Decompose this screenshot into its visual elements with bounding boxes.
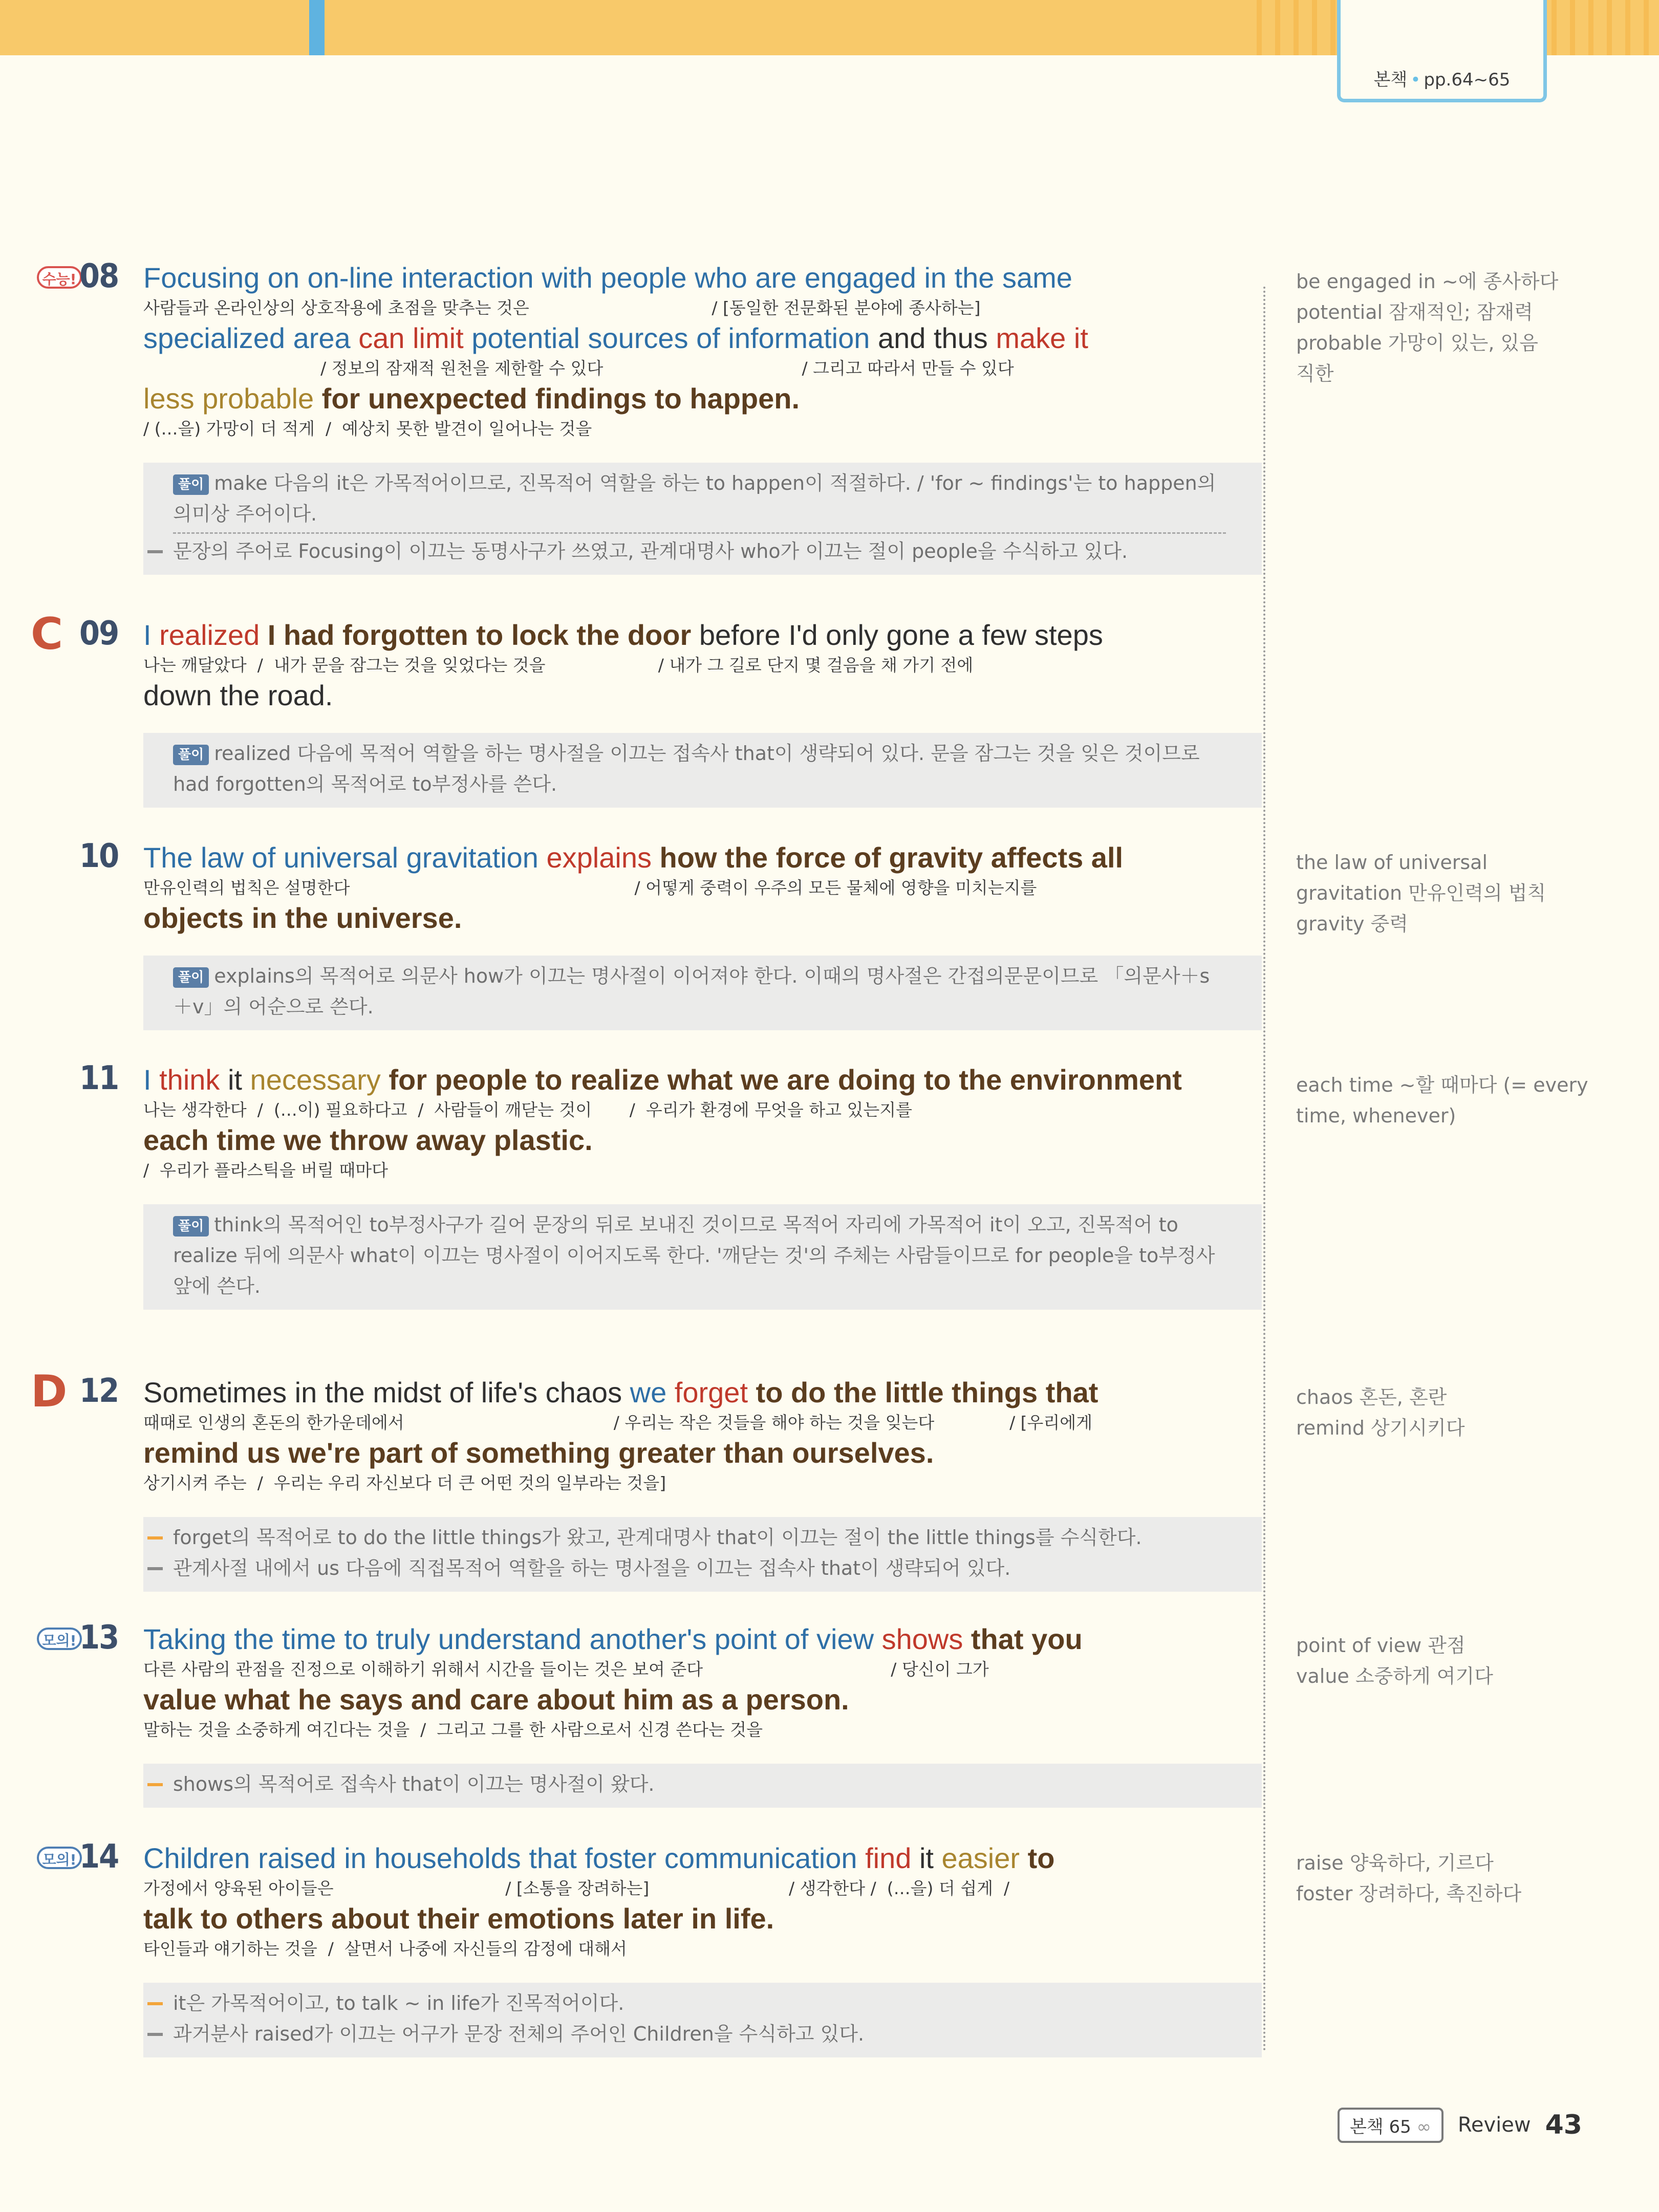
- vocabulary-entry: chaos 혼돈, 혼란: [1296, 1386, 1447, 1408]
- explanation-box: [143, 956, 1262, 1030]
- explanation-text: explains의 목적어로 의문사 how가 이끄는 명사절이 이어져야 한다. 이때의 명사절은 간접의문문이므로 「의문사＋s＋v」의 어순으로 쓴다.: [173, 965, 1210, 1018]
- exercise-item: [31, 609, 1262, 808]
- sentence-segment: I: [143, 619, 160, 651]
- korean-translation-line: / 우리가 플라스틱을 버릴 때마다: [143, 1160, 388, 1180]
- sentence-segment: it: [911, 1842, 942, 1874]
- explanation-box: [143, 463, 1262, 575]
- sentence-segment: less probable: [143, 382, 314, 415]
- section-letter: C: [31, 609, 63, 660]
- sentence-segment: for unexpected findings to happen.: [314, 382, 800, 415]
- vocabulary-notes: [1296, 1630, 1583, 1691]
- explanation-text: forget의 목적어로 to do the little things가 왔고, 관계대명사 that이 이끄는 절이 the little things를 수식한다.: [173, 1526, 1142, 1549]
- explanation-label: 풀이: [173, 967, 209, 988]
- explanation-line: [173, 468, 1226, 529]
- footer-reference: 본책 65: [1350, 2116, 1411, 2137]
- explanation-line: [173, 1553, 1226, 1584]
- explanation-line: [173, 961, 1226, 1022]
- korean-translation-line: 사람들과 온라인상의 상호작용에 초점을 맞추는 것은 / [동일한 전문화된 분야에 종사하는]: [143, 298, 981, 318]
- english-sentence-line: [143, 1123, 1262, 1157]
- explanation-line: [173, 1522, 1226, 1553]
- page-number: 43: [1545, 2110, 1582, 2140]
- explanation-text: make 다음의 it은 가목적어이므로, 진목적어 역할을 하는 to happen이 적절하다. / 'for ~ findings'는 to happen의 의미상 주어이다.: [173, 472, 1216, 525]
- vocabulary-notes: [1296, 1848, 1583, 1909]
- page-reference-tab: [1337, 0, 1547, 102]
- korean-translation-line: / (…을) 가망이 더 적게 / 예상치 못한 발견이 일어나는 것을: [143, 419, 592, 439]
- english-sentence-line: [143, 841, 1262, 875]
- explanation-text: it은 가목적어이고, to talk ~ in life가 진목적어이다.: [173, 1992, 624, 2014]
- source-badge: 모의!: [37, 1847, 82, 1869]
- korean-translation-line: 말하는 것을 소중하게 여긴다는 것을 / 그리고 그를 한 사람으로서 신경 쓴다는 것을: [143, 1720, 763, 1740]
- sentence-segment: for people to realize what we are doing to the environment: [380, 1064, 1182, 1096]
- vocabulary-notes: [1296, 847, 1583, 939]
- explanation-line: [173, 536, 1226, 567]
- vocabulary-notes: [1296, 1070, 1588, 1131]
- explanation-text: 과거분사 raised가 이끄는 어구가 문장 전체의 주어인 Children을 수식하고 있다.: [173, 2023, 865, 2045]
- dash-bullet-icon: [147, 1536, 163, 1539]
- sentence-segment: Focusing on on-line interaction with people who are engaged in the same: [143, 262, 1072, 294]
- dashed-divider: [173, 532, 1226, 534]
- explanation-box: [143, 1764, 1262, 1808]
- source-badge: 모의!: [37, 1628, 82, 1650]
- item-number: 11: [79, 1059, 119, 1097]
- sentence-segment: I: [143, 1064, 160, 1096]
- korean-translation-line: 나는 생각한다 / (…이) 필요하다고 / 사람들이 깨닫는 것이 / 우리가 환경에 무엇을 하고 있는지를: [143, 1100, 912, 1120]
- sentence-segment: forget: [674, 1376, 748, 1408]
- vocabulary-entry: probable 가망이 있는, 있음: [1296, 332, 1538, 354]
- english-sentence-line: [143, 1376, 1262, 1409]
- explanation-line: [173, 2019, 1226, 2049]
- section-letter: D: [31, 1366, 68, 1417]
- item-number: 12: [79, 1372, 119, 1410]
- english-sentence-line: [143, 1902, 1262, 1936]
- explanation-label: 풀이: [173, 1216, 209, 1237]
- korean-translation-line: 다른 사람의 관점을 진정으로 이해하기 위해서 시간을 들이는 것은 보여 준다 / 당신이 그가: [143, 1659, 989, 1679]
- english-sentence-line: [143, 618, 1262, 652]
- bullet-dot-icon: •: [1410, 70, 1421, 90]
- footer-review-label: Review: [1457, 2113, 1531, 2137]
- sentence-segment: to do the little things that: [748, 1376, 1098, 1408]
- vocabulary-entry: point of view 관점: [1296, 1634, 1466, 1657]
- item-number: 13: [79, 1619, 119, 1657]
- explanation-text: think의 목적어인 to부정사구가 길어 문장의 뒤로 보내진 것이므로 목적어 자리에 가목적어 it이 오고, 진목적어 to realize 뒤에 의문사 what이 이끄는 명사절이 이어지도록 한다. '깨닫는 것'의 주체는 사람들이므로 for people을 to부정사 앞에 쓴다.: [173, 1213, 1215, 1297]
- dash-bullet-icon: [147, 1783, 163, 1786]
- vocabulary-notes: [1296, 1382, 1583, 1443]
- item-number: 14: [79, 1838, 119, 1876]
- sentence-segment: each time we throw away plastic.: [143, 1124, 593, 1156]
- sentence-segment: to: [1020, 1842, 1055, 1874]
- explanation-line: [173, 1988, 1226, 2019]
- sentence-segment: think: [159, 1064, 220, 1096]
- vocabulary-entry: foster 장려하다, 촉진하다: [1296, 1882, 1522, 1905]
- infinity-icon: ∞: [1416, 2116, 1431, 2137]
- explanation-line: [173, 1209, 1226, 1302]
- english-sentence-line: [143, 321, 1262, 355]
- explanation-text: 문장의 주어로 Focusing이 이끄는 동명사구가 쓰였고, 관계대명사 who가 이끄는 절이 people을 수식하고 있다.: [173, 540, 1128, 562]
- english-sentence-line: [143, 1436, 1262, 1470]
- footer-reference-box: [1338, 2108, 1443, 2143]
- dash-bullet-icon: [147, 550, 163, 553]
- explanation-label: 풀이: [173, 474, 209, 495]
- exercise-item: [79, 1059, 1262, 1310]
- item-number: 08: [79, 257, 119, 295]
- source-badge: 수능!: [37, 266, 82, 289]
- vocab-column-divider: [1263, 287, 1265, 2052]
- dash-bullet-icon: [147, 2033, 163, 2036]
- korean-translation-line: 나는 깨달았다 / 내가 문을 잠그는 것을 잊었다는 것을 / 내가 그 길로 단지 몇 걸음을 채 가기 전에: [143, 655, 974, 675]
- dash-bullet-icon: [147, 2002, 163, 2005]
- sentence-segment: make: [996, 322, 1066, 354]
- explanation-label: 풀이: [173, 745, 209, 765]
- vocabulary-entry: raise 양육하다, 기르다: [1296, 1852, 1494, 1874]
- english-sentence-line: [143, 1683, 1262, 1717]
- explanation-box: [143, 1983, 1262, 2057]
- vocabulary-entry: gravity 중력: [1296, 913, 1408, 935]
- korean-translation-line: 만유인력의 법칙은 설명한다 / 어떻게 중력이 우주의 모든 물체에 영향을 미치는지를: [143, 878, 1037, 898]
- sentence-segment: before I'd only gone a few steps: [691, 619, 1103, 651]
- sentence-segment: Children raised in households that foster communication: [143, 1842, 866, 1874]
- english-sentence-line: [143, 1622, 1262, 1656]
- vocabulary-entry: remind 상기시키다: [1296, 1417, 1465, 1439]
- sentence-segment: shows: [881, 1623, 963, 1655]
- korean-translation-line: 상기시켜 주는 / 우리는 우리 자신보다 더 큰 어떤 것의 일부라는 것을]: [143, 1473, 666, 1493]
- exercise-item: [42, 257, 1262, 575]
- english-sentence-line: [143, 1841, 1262, 1875]
- book-label: 본책: [1373, 70, 1408, 90]
- vocabulary-entry: value 소중하게 여기다: [1296, 1665, 1493, 1687]
- explanation-box: [143, 733, 1262, 808]
- sentence-segment: find: [865, 1842, 912, 1874]
- english-sentence-line: [143, 901, 1262, 935]
- english-sentence-line: [143, 261, 1262, 295]
- exercise-item: [31, 1366, 1262, 1592]
- dash-bullet-icon: [147, 1567, 163, 1570]
- explanation-text: realized 다음에 목적어 역할을 하는 명사절을 이끄는 접속사 that이 생략되어 있다. 문을 잠그는 것을 잊은 것이므로 had forgotten의 목적어로 to부정사를 쓴다.: [173, 742, 1200, 795]
- sentence-segment: necessary: [250, 1064, 381, 1096]
- vocabulary-entry: potential 잠재적인; 잠재력: [1296, 301, 1533, 323]
- item-number: 10: [79, 837, 119, 875]
- sentence-segment: it: [1073, 322, 1088, 354]
- sentence-segment: Taking the time to truly understand another's point of view: [143, 1623, 882, 1655]
- english-sentence-line: [143, 382, 1262, 416]
- korean-translation-line: 가정에서 양육된 아이들은 / [소통을 장려하는] / 생각한다 / (…을) 더 쉽게 /: [143, 1878, 1010, 1898]
- sentence-segment: objects in the universe.: [143, 902, 462, 934]
- sentence-segment: I had forgotten to lock the door: [260, 619, 692, 651]
- sentence-segment: that you: [963, 1623, 1083, 1655]
- explanation-box: [143, 1204, 1262, 1310]
- sentence-segment: explains: [546, 841, 652, 874]
- explanation-text: shows의 목적어로 접속사 that이 이끄는 명사절이 왔다.: [173, 1773, 655, 1795]
- sentence-segment: we: [630, 1376, 675, 1408]
- sentence-segment: realized: [159, 619, 260, 651]
- explanation-text: 관계사절 내에서 us 다음에 직접목적어 역할을 하는 명사절을 이끄는 접속사 that이 생략되어 있다.: [173, 1557, 1011, 1579]
- korean-translation-line: 때때로 인생의 혼돈의 한가운데에서 / 우리는 작은 것들을 해야 하는 것을 잊는다 / [우리에게: [143, 1413, 1093, 1433]
- page-range: pp.64~65: [1424, 70, 1511, 90]
- sentence-segment: it: [220, 1064, 250, 1096]
- sentence-segment: The law of universal gravitation: [143, 841, 547, 874]
- exercise-item: [42, 1838, 1262, 2057]
- vocabulary-entry: each time ~할 때마다 (= every: [1296, 1074, 1588, 1096]
- page-footer: [1338, 2107, 1582, 2143]
- vocabulary-entry: gravitation 만유인력의 법칙: [1296, 882, 1546, 904]
- explanation-line: [173, 1769, 1226, 1799]
- korean-translation-line: 타인들과 얘기하는 것을 / 살면서 나중에 자신들의 감정에 대해서: [143, 1939, 627, 1959]
- top-blue-accent: [309, 0, 325, 55]
- sentence-segment: down the road.: [143, 679, 333, 711]
- sentence-segment: value what he says and care about him as a person.: [143, 1683, 849, 1716]
- sentence-segment: specialized area: [143, 322, 359, 354]
- exercise-item: [79, 837, 1262, 1030]
- sentence-segment: talk to others about their emotions later in life.: [143, 1902, 774, 1935]
- sentence-segment: and thus: [870, 322, 996, 354]
- item-number: 09: [79, 615, 119, 653]
- vocabulary-entry: be engaged in ~에 종사하다: [1296, 270, 1559, 293]
- sentence-segment: how the force of gravity affects all: [651, 841, 1124, 874]
- explanation-box: [143, 1517, 1262, 1592]
- sentence-segment: remind us we're part of something greater than ourselves.: [143, 1437, 934, 1469]
- korean-translation-line: / 정보의 잠재적 원천을 제한할 수 있다 / 그리고 따라서 만들 수 있다: [143, 358, 1014, 378]
- vocabulary-entry: 직한: [1296, 362, 1334, 385]
- sentence-segment: can limit: [358, 322, 464, 354]
- english-sentence-line: [143, 1063, 1262, 1097]
- sentence-segment: Sometimes in the midst of life's chaos: [143, 1376, 630, 1408]
- english-sentence-line: [143, 679, 1262, 712]
- vocabulary-notes: [1296, 266, 1583, 389]
- sentence-segment: easier: [941, 1842, 1020, 1874]
- explanation-line: [173, 738, 1226, 799]
- vocabulary-entry: the law of universal: [1296, 851, 1488, 874]
- exercise-item: [42, 1619, 1262, 1808]
- sentence-segment: [1066, 322, 1074, 354]
- vocabulary-entry: time, whenever): [1296, 1104, 1456, 1127]
- sentence-segment: potential sources of information: [463, 322, 870, 354]
